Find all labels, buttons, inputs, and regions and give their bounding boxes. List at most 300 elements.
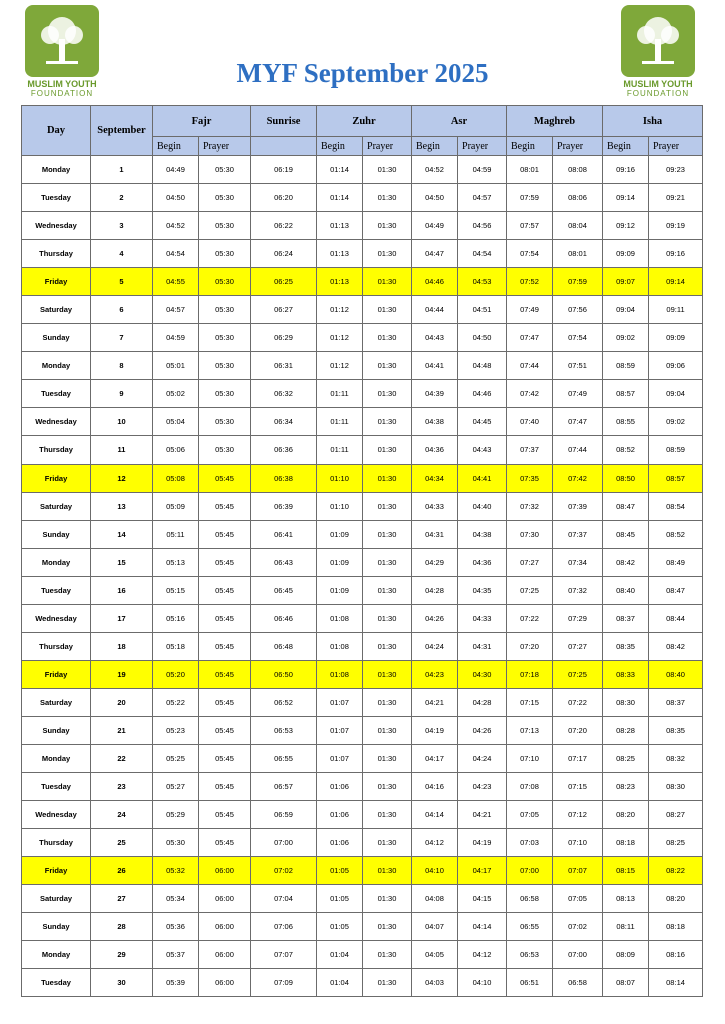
time-cell: 04:59 xyxy=(458,156,507,184)
time-cell: 08:16 xyxy=(649,941,703,969)
time-cell: 08:15 xyxy=(603,857,649,885)
time-cell: 04:57 xyxy=(458,184,507,212)
time-cell: 05:45 xyxy=(199,773,251,801)
time-cell: 06:25 xyxy=(251,268,317,296)
time-cell: 07:15 xyxy=(553,773,603,801)
time-cell: 04:16 xyxy=(412,773,458,801)
time-cell: 08:18 xyxy=(649,913,703,941)
header-begin: Begin xyxy=(412,137,458,156)
header-sunrise-blank xyxy=(251,137,317,156)
day-cell: Friday xyxy=(22,268,91,296)
date-cell: 23 xyxy=(91,773,153,801)
time-cell: 07:22 xyxy=(507,604,553,632)
time-cell: 04:49 xyxy=(412,212,458,240)
time-cell: 04:45 xyxy=(458,408,507,436)
time-cell: 09:04 xyxy=(603,296,649,324)
date-cell: 26 xyxy=(91,857,153,885)
time-cell: 01:05 xyxy=(317,885,363,913)
time-cell: 01:09 xyxy=(317,576,363,604)
time-cell: 04:38 xyxy=(458,520,507,548)
time-cell: 05:45 xyxy=(199,464,251,492)
table-row xyxy=(22,660,703,688)
table-row xyxy=(22,184,703,212)
time-cell: 06:00 xyxy=(199,969,251,997)
time-cell: 01:30 xyxy=(363,184,412,212)
time-cell: 08:45 xyxy=(603,520,649,548)
time-cell: 01:30 xyxy=(363,240,412,268)
time-cell: 05:45 xyxy=(199,548,251,576)
time-cell: 04:36 xyxy=(412,436,458,464)
time-cell: 04:26 xyxy=(412,604,458,632)
table-row xyxy=(22,268,703,296)
time-cell: 04:52 xyxy=(412,156,458,184)
date-cell: 2 xyxy=(91,184,153,212)
logo-name: MUSLIM YOUTH xyxy=(623,79,693,89)
time-cell: 07:10 xyxy=(507,744,553,772)
time-cell: 04:17 xyxy=(412,744,458,772)
time-cell: 01:14 xyxy=(317,156,363,184)
time-cell: 04:35 xyxy=(458,576,507,604)
time-cell: 01:30 xyxy=(363,296,412,324)
time-cell: 01:04 xyxy=(317,941,363,969)
time-cell: 01:30 xyxy=(363,492,412,520)
time-cell: 01:12 xyxy=(317,352,363,380)
time-cell: 08:18 xyxy=(603,829,649,857)
time-cell: 07:56 xyxy=(553,296,603,324)
time-cell: 09:02 xyxy=(603,324,649,352)
day-cell: Tuesday xyxy=(22,969,91,997)
table-row xyxy=(22,240,703,268)
time-cell: 01:09 xyxy=(317,520,363,548)
time-cell: 07:07 xyxy=(251,941,317,969)
time-cell: 01:30 xyxy=(363,744,412,772)
time-cell: 05:30 xyxy=(199,324,251,352)
day-cell: Wednesday xyxy=(22,604,91,632)
table-row xyxy=(22,352,703,380)
time-cell: 08:09 xyxy=(603,941,649,969)
header-day: Day xyxy=(22,106,91,156)
date-cell: 12 xyxy=(91,464,153,492)
time-cell: 07:42 xyxy=(507,380,553,408)
time-cell: 01:13 xyxy=(317,268,363,296)
table-row xyxy=(22,324,703,352)
time-cell: 07:44 xyxy=(507,352,553,380)
time-cell: 08:13 xyxy=(603,885,649,913)
day-cell: Tuesday xyxy=(22,576,91,604)
time-cell: 06:24 xyxy=(251,240,317,268)
time-cell: 01:30 xyxy=(363,688,412,716)
date-cell: 29 xyxy=(91,941,153,969)
time-cell: 06:39 xyxy=(251,492,317,520)
time-cell: 01:30 xyxy=(363,436,412,464)
time-cell: 04:19 xyxy=(458,829,507,857)
time-cell: 06:00 xyxy=(199,857,251,885)
day-cell: Thursday xyxy=(22,829,91,857)
time-cell: 05:32 xyxy=(153,857,199,885)
time-cell: 08:59 xyxy=(649,436,703,464)
time-cell: 08:57 xyxy=(649,464,703,492)
time-cell: 05:23 xyxy=(153,716,199,744)
table-row xyxy=(22,857,703,885)
time-cell: 04:55 xyxy=(153,268,199,296)
time-cell: 01:30 xyxy=(363,212,412,240)
day-cell: Saturday xyxy=(22,492,91,520)
time-cell: 06:22 xyxy=(251,212,317,240)
table-row xyxy=(22,604,703,632)
time-cell: 07:30 xyxy=(507,520,553,548)
table-row xyxy=(22,969,703,997)
time-cell: 04:43 xyxy=(412,324,458,352)
table-row xyxy=(22,464,703,492)
time-cell: 07:39 xyxy=(553,492,603,520)
time-cell: 08:40 xyxy=(603,576,649,604)
time-cell: 04:10 xyxy=(412,857,458,885)
time-cell: 06:19 xyxy=(251,156,317,184)
day-cell: Saturday xyxy=(22,296,91,324)
time-cell: 05:30 xyxy=(199,436,251,464)
time-cell: 07:59 xyxy=(507,184,553,212)
time-cell: 01:08 xyxy=(317,604,363,632)
day-cell: Thursday xyxy=(22,436,91,464)
table-row xyxy=(22,913,703,941)
time-cell: 01:30 xyxy=(363,660,412,688)
time-cell: 06:38 xyxy=(251,464,317,492)
time-cell: 05:36 xyxy=(153,913,199,941)
time-cell: 05:27 xyxy=(153,773,199,801)
time-cell: 05:45 xyxy=(199,660,251,688)
time-cell: 08:37 xyxy=(603,604,649,632)
time-cell: 06:53 xyxy=(251,716,317,744)
time-cell: 05:30 xyxy=(199,240,251,268)
time-cell: 07:10 xyxy=(553,829,603,857)
time-cell: 07:44 xyxy=(553,436,603,464)
day-cell: Friday xyxy=(22,464,91,492)
time-cell: 04:56 xyxy=(458,212,507,240)
time-cell: 01:08 xyxy=(317,660,363,688)
header-begin: Begin xyxy=(153,137,199,156)
logo-left xyxy=(24,5,100,99)
time-cell: 01:30 xyxy=(363,885,412,913)
time-cell: 07:09 xyxy=(251,969,317,997)
time-cell: 07:54 xyxy=(507,240,553,268)
time-cell: 05:11 xyxy=(153,520,199,548)
time-cell: 06:53 xyxy=(507,941,553,969)
time-cell: 07:20 xyxy=(553,716,603,744)
time-cell: 08:32 xyxy=(649,744,703,772)
time-cell: 07:05 xyxy=(507,801,553,829)
time-cell: 08:11 xyxy=(603,913,649,941)
time-cell: 05:37 xyxy=(153,941,199,969)
time-cell: 08:57 xyxy=(603,380,649,408)
time-cell: 05:45 xyxy=(199,829,251,857)
time-cell: 04:36 xyxy=(458,548,507,576)
day-cell: Monday xyxy=(22,156,91,184)
time-cell: 06:58 xyxy=(553,969,603,997)
header-fajr: Fajr xyxy=(153,106,251,137)
time-cell: 01:30 xyxy=(363,156,412,184)
time-cell: 08:01 xyxy=(553,240,603,268)
time-cell: 01:10 xyxy=(317,464,363,492)
time-cell: 04:52 xyxy=(153,212,199,240)
logo-sub: FOUNDATION xyxy=(626,89,690,98)
time-cell: 05:30 xyxy=(153,829,199,857)
time-cell: 04:07 xyxy=(412,913,458,941)
time-cell: 04:14 xyxy=(458,913,507,941)
time-cell: 05:30 xyxy=(199,296,251,324)
time-cell: 05:18 xyxy=(153,632,199,660)
day-cell: Saturday xyxy=(22,885,91,913)
time-cell: 07:17 xyxy=(553,744,603,772)
date-cell: 27 xyxy=(91,885,153,913)
time-cell: 01:07 xyxy=(317,688,363,716)
time-cell: 07:40 xyxy=(507,408,553,436)
time-cell: 07:34 xyxy=(553,548,603,576)
day-cell: Monday xyxy=(22,744,91,772)
time-cell: 07:49 xyxy=(507,296,553,324)
time-cell: 08:52 xyxy=(603,436,649,464)
time-cell: 04:24 xyxy=(412,632,458,660)
time-cell: 05:34 xyxy=(153,885,199,913)
date-cell: 18 xyxy=(91,632,153,660)
time-cell: 09:16 xyxy=(649,240,703,268)
time-cell: 05:04 xyxy=(153,408,199,436)
day-cell: Friday xyxy=(22,660,91,688)
date-cell: 19 xyxy=(91,660,153,688)
table-row xyxy=(22,941,703,969)
time-cell: 07:06 xyxy=(251,913,317,941)
time-cell: 01:07 xyxy=(317,716,363,744)
time-cell: 07:47 xyxy=(507,324,553,352)
time-cell: 01:12 xyxy=(317,324,363,352)
time-cell: 01:30 xyxy=(363,829,412,857)
time-cell: 01:13 xyxy=(317,212,363,240)
time-cell: 09:09 xyxy=(649,324,703,352)
time-cell: 01:30 xyxy=(363,352,412,380)
time-cell: 05:30 xyxy=(199,184,251,212)
time-cell: 08:04 xyxy=(553,212,603,240)
time-cell: 01:11 xyxy=(317,436,363,464)
header-month: September xyxy=(91,106,153,156)
time-cell: 06:43 xyxy=(251,548,317,576)
time-cell: 05:01 xyxy=(153,352,199,380)
time-cell: 01:30 xyxy=(363,857,412,885)
time-cell: 04:31 xyxy=(458,632,507,660)
time-cell: 09:11 xyxy=(649,296,703,324)
time-cell: 06:27 xyxy=(251,296,317,324)
date-cell: 30 xyxy=(91,969,153,997)
time-cell: 04:05 xyxy=(412,941,458,969)
time-cell: 08:52 xyxy=(649,520,703,548)
time-cell: 04:39 xyxy=(412,380,458,408)
time-cell: 07:35 xyxy=(507,464,553,492)
time-cell: 05:30 xyxy=(199,268,251,296)
time-cell: 04:47 xyxy=(412,240,458,268)
day-cell: Sunday xyxy=(22,324,91,352)
time-cell: 05:45 xyxy=(199,520,251,548)
time-cell: 07:25 xyxy=(507,576,553,604)
time-cell: 08:23 xyxy=(603,773,649,801)
day-cell: Wednesday xyxy=(22,408,91,436)
time-cell: 07:51 xyxy=(553,352,603,380)
time-cell: 05:30 xyxy=(199,352,251,380)
time-cell: 07:25 xyxy=(553,660,603,688)
time-cell: 04:59 xyxy=(153,324,199,352)
header-sunrise: Sunrise xyxy=(251,106,317,137)
time-cell: 01:30 xyxy=(363,716,412,744)
time-cell: 07:29 xyxy=(553,604,603,632)
table-row xyxy=(22,801,703,829)
date-cell: 25 xyxy=(91,829,153,857)
time-cell: 04:31 xyxy=(412,520,458,548)
time-cell: 04:12 xyxy=(458,941,507,969)
time-cell: 09:09 xyxy=(603,240,649,268)
time-cell: 08:30 xyxy=(603,688,649,716)
table-row xyxy=(22,212,703,240)
header-prayer: Prayer xyxy=(553,137,603,156)
date-cell: 6 xyxy=(91,296,153,324)
timetable-body xyxy=(22,156,703,997)
time-cell: 05:08 xyxy=(153,464,199,492)
time-cell: 09:14 xyxy=(603,184,649,212)
time-cell: 06:36 xyxy=(251,436,317,464)
time-cell: 05:45 xyxy=(199,604,251,632)
time-cell: 06:55 xyxy=(507,913,553,941)
time-cell: 05:29 xyxy=(153,801,199,829)
time-cell: 04:10 xyxy=(458,969,507,997)
header-prayer: Prayer xyxy=(363,137,412,156)
time-cell: 01:06 xyxy=(317,773,363,801)
time-cell: 07:02 xyxy=(251,857,317,885)
time-cell: 06:46 xyxy=(251,604,317,632)
prayer-timetable xyxy=(21,105,703,997)
time-cell: 06:51 xyxy=(507,969,553,997)
time-cell: 05:45 xyxy=(199,801,251,829)
time-cell: 01:12 xyxy=(317,296,363,324)
date-cell: 4 xyxy=(91,240,153,268)
time-cell: 08:25 xyxy=(603,744,649,772)
time-cell: 06:32 xyxy=(251,380,317,408)
table-row xyxy=(22,520,703,548)
date-cell: 13 xyxy=(91,492,153,520)
time-cell: 07:07 xyxy=(553,857,603,885)
time-cell: 07:13 xyxy=(507,716,553,744)
time-cell: 04:46 xyxy=(458,380,507,408)
time-cell: 07:08 xyxy=(507,773,553,801)
table-row xyxy=(22,716,703,744)
time-cell: 04:38 xyxy=(412,408,458,436)
time-cell: 08:28 xyxy=(603,716,649,744)
table-row xyxy=(22,829,703,857)
day-cell: Thursday xyxy=(22,240,91,268)
table-row xyxy=(22,436,703,464)
time-cell: 07:59 xyxy=(553,268,603,296)
time-cell: 05:45 xyxy=(199,744,251,772)
time-cell: 08:20 xyxy=(603,801,649,829)
time-cell: 07:15 xyxy=(507,688,553,716)
logo-sub: FOUNDATION xyxy=(30,89,94,98)
time-cell: 06:31 xyxy=(251,352,317,380)
time-cell: 08:35 xyxy=(603,632,649,660)
time-cell: 09:07 xyxy=(603,268,649,296)
date-cell: 22 xyxy=(91,744,153,772)
header-prayer: Prayer xyxy=(649,137,703,156)
time-cell: 01:13 xyxy=(317,240,363,268)
time-cell: 01:30 xyxy=(363,408,412,436)
time-cell: 04:33 xyxy=(458,604,507,632)
time-cell: 04:41 xyxy=(412,352,458,380)
table-row xyxy=(22,548,703,576)
time-cell: 09:21 xyxy=(649,184,703,212)
time-cell: 01:30 xyxy=(363,548,412,576)
table-row xyxy=(22,408,703,436)
day-cell: Tuesday xyxy=(22,184,91,212)
time-cell: 08:49 xyxy=(649,548,703,576)
time-cell: 05:20 xyxy=(153,660,199,688)
time-cell: 09:19 xyxy=(649,212,703,240)
time-cell: 05:30 xyxy=(199,212,251,240)
time-cell: 04:44 xyxy=(412,296,458,324)
time-cell: 08:54 xyxy=(649,492,703,520)
day-cell: Tuesday xyxy=(22,380,91,408)
date-cell: 20 xyxy=(91,688,153,716)
time-cell: 08:47 xyxy=(649,576,703,604)
time-cell: 01:05 xyxy=(317,913,363,941)
time-cell: 07:18 xyxy=(507,660,553,688)
day-cell: Sunday xyxy=(22,520,91,548)
time-cell: 08:20 xyxy=(649,885,703,913)
time-cell: 07:05 xyxy=(553,885,603,913)
time-cell: 06:48 xyxy=(251,632,317,660)
time-cell: 08:37 xyxy=(649,688,703,716)
time-cell: 04:51 xyxy=(458,296,507,324)
time-cell: 01:30 xyxy=(363,324,412,352)
time-cell: 04:24 xyxy=(458,744,507,772)
time-cell: 05:45 xyxy=(199,716,251,744)
date-cell: 14 xyxy=(91,520,153,548)
time-cell: 08:08 xyxy=(553,156,603,184)
time-cell: 05:15 xyxy=(153,576,199,604)
time-cell: 08:01 xyxy=(507,156,553,184)
day-cell: Wednesday xyxy=(22,801,91,829)
time-cell: 08:40 xyxy=(649,660,703,688)
date-cell: 16 xyxy=(91,576,153,604)
time-cell: 05:09 xyxy=(153,492,199,520)
time-cell: 08:59 xyxy=(603,352,649,380)
time-cell: 01:10 xyxy=(317,492,363,520)
time-cell: 01:30 xyxy=(363,801,412,829)
day-cell: Sunday xyxy=(22,913,91,941)
time-cell: 04:50 xyxy=(412,184,458,212)
time-cell: 05:06 xyxy=(153,436,199,464)
time-cell: 01:14 xyxy=(317,184,363,212)
time-cell: 08:22 xyxy=(649,857,703,885)
day-cell: Friday xyxy=(22,857,91,885)
time-cell: 01:30 xyxy=(363,913,412,941)
day-cell: Monday xyxy=(22,941,91,969)
table-row xyxy=(22,380,703,408)
time-cell: 01:11 xyxy=(317,408,363,436)
time-cell: 04:50 xyxy=(458,324,507,352)
time-cell: 04:54 xyxy=(458,240,507,268)
table-row xyxy=(22,492,703,520)
time-cell: 01:30 xyxy=(363,632,412,660)
time-cell: 04:41 xyxy=(458,464,507,492)
date-cell: 11 xyxy=(91,436,153,464)
tree-icon xyxy=(25,5,99,77)
time-cell: 08:25 xyxy=(649,829,703,857)
header-begin: Begin xyxy=(317,137,363,156)
time-cell: 07:32 xyxy=(507,492,553,520)
